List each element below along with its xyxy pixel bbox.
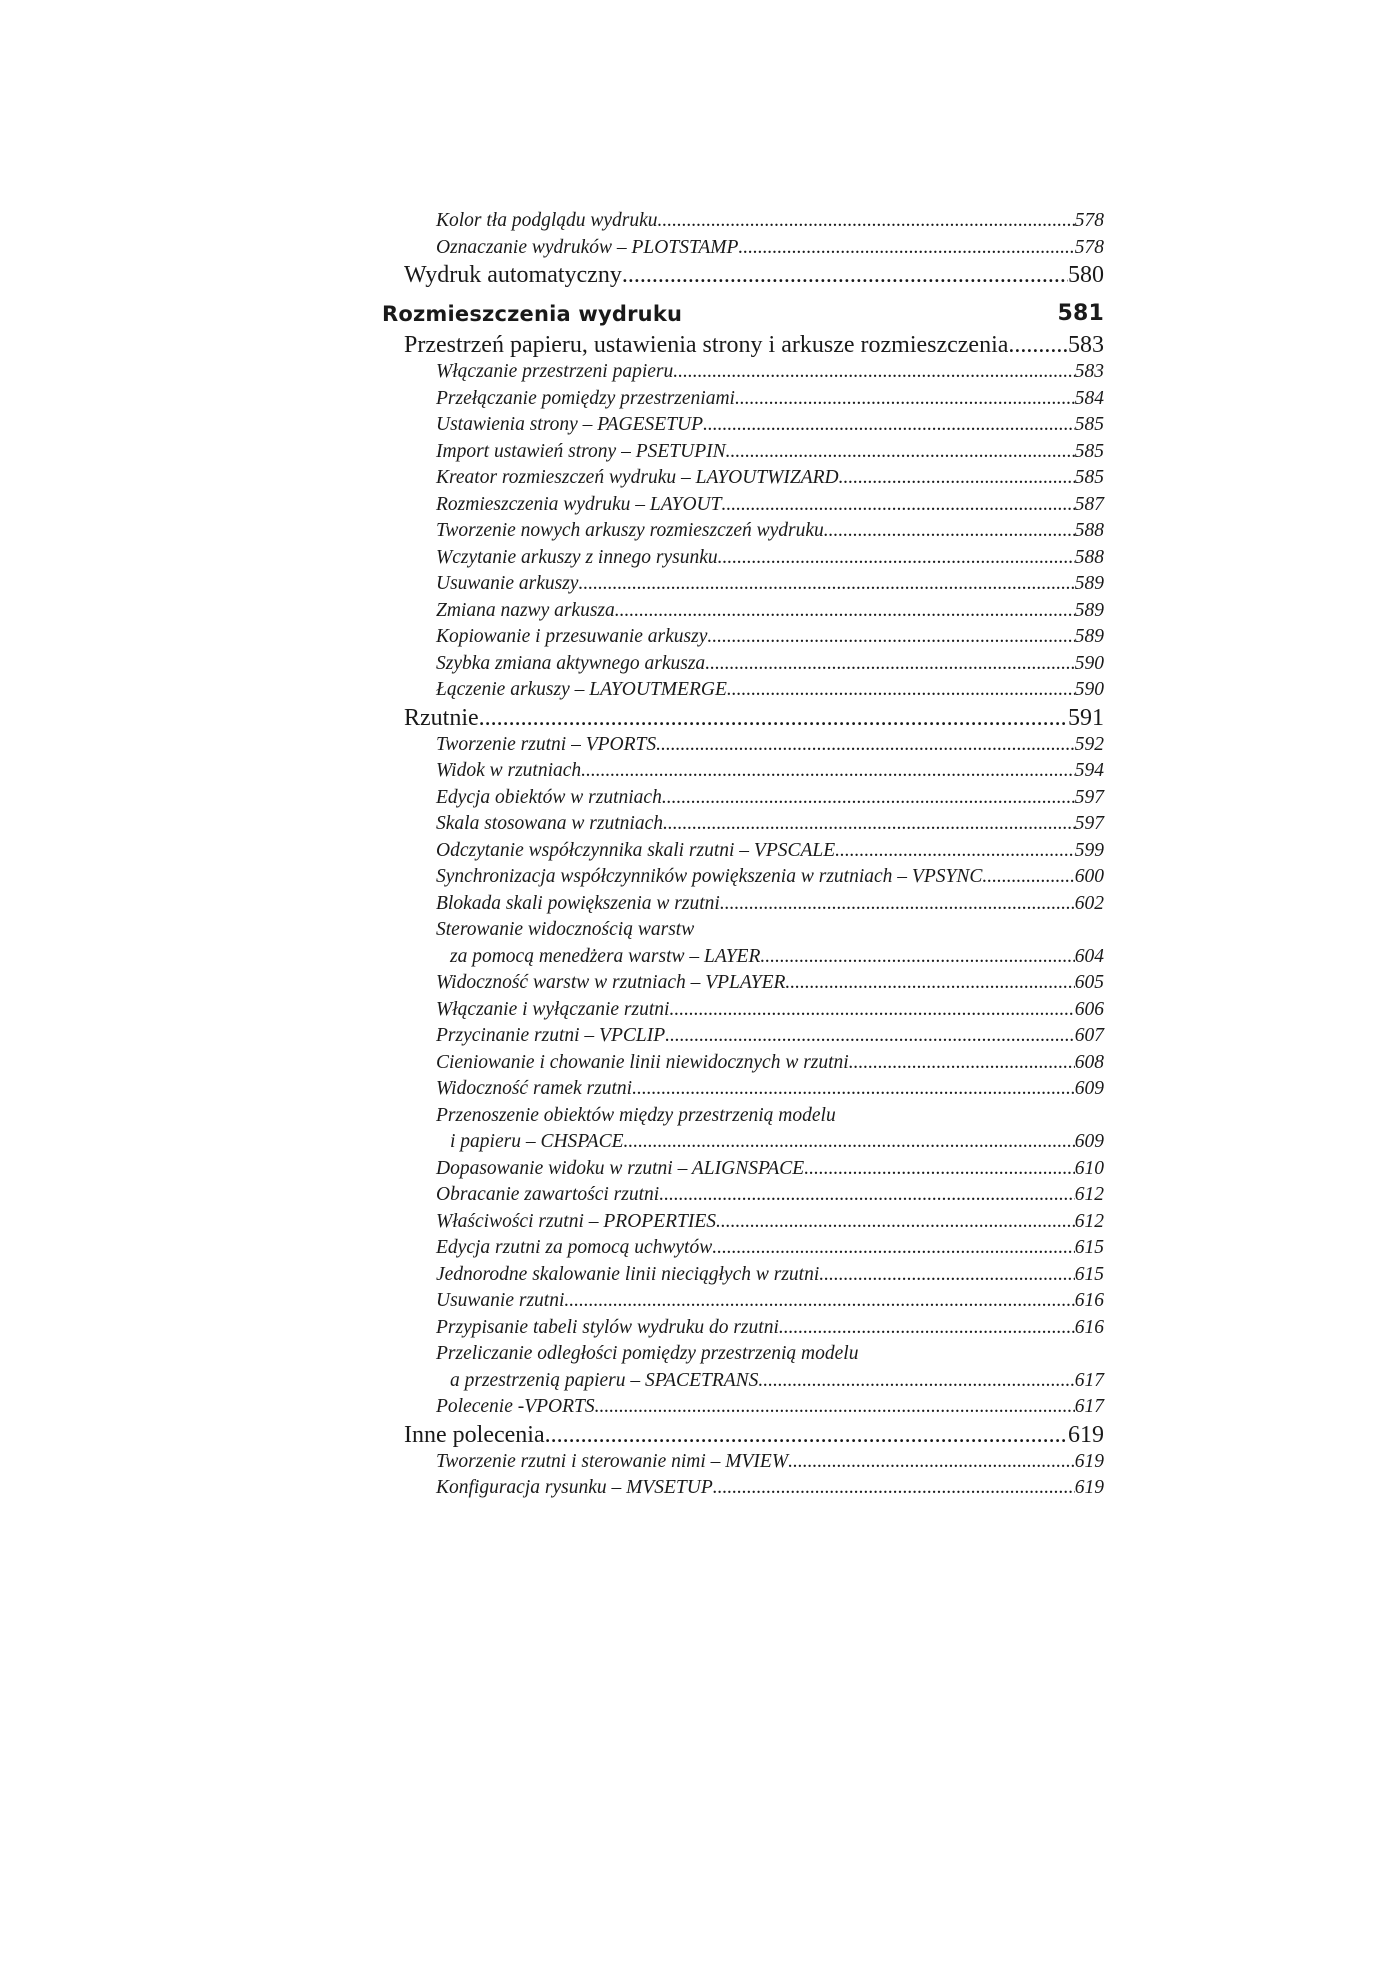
dot-leader (479, 704, 1068, 732)
entry-title: Tworzenie rzutni – VPORTS (436, 733, 657, 755)
chapter-heading (382, 299, 1104, 329)
entry-page-number: 606 (1074, 998, 1104, 1020)
entry-title: Rzutnie (404, 704, 479, 731)
toc-entry-continued (404, 1341, 1104, 1368)
entry-title: Blokada skali powiększenia w rzutni (436, 892, 720, 914)
entry-page-number: 599 (1074, 839, 1104, 861)
toc-subsection-entry (404, 944, 1104, 971)
entry-title: Kolor tła podglądu wydruku (436, 210, 658, 231)
entry-title: za pomocą menedżera warstw – LAYER (450, 945, 761, 967)
entry-title: Sterowanie widocznością warstw (436, 919, 695, 940)
entry-page-number: 600 (1074, 866, 1104, 887)
entry-title: Włączanie przestrzeni papieru (436, 361, 674, 382)
entry-page-number: 607 (1074, 1025, 1104, 1046)
entry-page-number: 584 (1074, 387, 1104, 409)
entry-page-number: 608 (1074, 1051, 1104, 1073)
entry-page-number: 580 (1068, 262, 1104, 288)
dot-leader (662, 785, 1075, 812)
dot-leader (839, 465, 1075, 492)
entry-page-number: 617 (1074, 1396, 1104, 1417)
dot-leader (545, 1421, 1068, 1449)
dot-leader (760, 944, 1074, 971)
toc-subsection-entry (404, 758, 1104, 785)
entry-page-number: 588 (1074, 520, 1104, 541)
dot-leader (804, 1156, 1075, 1183)
entry-title: Usuwanie rzutni (436, 1290, 565, 1311)
entry-page-number: 585 (1074, 467, 1104, 488)
entry-title: Dopasowanie widoku w rzutni – ALIGNSPACE (436, 1157, 805, 1179)
toc-subsection-entry (404, 1235, 1104, 1262)
dot-leader (779, 1315, 1075, 1342)
toc-subsection-entry (404, 412, 1104, 439)
dot-leader (665, 1023, 1075, 1050)
dot-leader (564, 1288, 1074, 1315)
entry-title: Tworzenie nowych arkuszy rozmieszczeń wydruku (436, 520, 824, 541)
entry-page-number: 615 (1074, 1237, 1104, 1258)
entry-page-number: 597 (1074, 813, 1104, 834)
dot-leader (824, 518, 1075, 545)
entry-title: Zmiana nazwy arkusza (436, 599, 615, 621)
dot-leader (721, 492, 1074, 519)
toc-subsection-entry (404, 1023, 1104, 1050)
toc-section-entry (404, 1421, 1104, 1449)
entry-page-number: 602 (1074, 892, 1104, 914)
dot-leader (758, 1368, 1074, 1395)
entry-page-number: 610 (1074, 1157, 1104, 1179)
entry-title: Przełączanie pomiędzy przestrzeniami (436, 387, 735, 409)
entry-page-number: 588 (1074, 546, 1104, 568)
dot-leader (788, 1449, 1075, 1476)
entry-page-number: 592 (1074, 733, 1104, 755)
toc-subsection-entry (404, 359, 1104, 386)
dot-leader (663, 811, 1075, 838)
toc-subsection-entry (404, 439, 1104, 466)
entry-title: a przestrzenią papieru – SPACETRANS (450, 1369, 759, 1391)
entry-title: Usuwanie arkuszy (436, 573, 579, 594)
entry-page-number: 578 (1074, 236, 1104, 258)
entry-page-number: 583 (1068, 332, 1104, 358)
entry-title: Kreator rozmieszczeń wydruku – LAYOUTWIZARD (436, 467, 839, 488)
entry-page-number: 585 (1074, 440, 1104, 462)
toc-subsection-entry (404, 492, 1104, 519)
dot-leader (615, 598, 1075, 625)
entry-title: Oznaczanie wydruków – PLOTSTAMP (436, 236, 739, 258)
entry-title: Odczytanie współczynnika skali rzutni – VPSCALE (436, 839, 836, 861)
entry-page-number: 616 (1074, 1316, 1104, 1338)
entry-page-number: 589 (1074, 599, 1104, 621)
entry-title: Edycja rzutni za pomocą uchwytów (436, 1237, 713, 1258)
dot-leader (849, 1050, 1075, 1077)
entry-page-number: 612 (1074, 1184, 1104, 1205)
entry-title: Widok w rzutniach (436, 760, 582, 781)
toc-subsection-entry (404, 208, 1104, 235)
toc-subsection-entry (404, 598, 1104, 625)
toc-subsection-entry (404, 811, 1104, 838)
dot-leader (720, 891, 1075, 918)
dot-leader (622, 261, 1068, 289)
toc-section-entry (404, 704, 1104, 732)
toc-subsection-entry (404, 1368, 1104, 1395)
entry-page-number: 583 (1074, 361, 1104, 382)
dot-leader (658, 208, 1075, 235)
entry-title: Rozmieszczenia wydruku – LAYOUT (436, 493, 722, 515)
toc-subsection-entry (404, 1076, 1104, 1103)
dot-leader (659, 1182, 1075, 1209)
entry-page-number: 594 (1074, 760, 1104, 781)
dot-leader (669, 997, 1074, 1024)
toc-section-entry (404, 331, 1104, 359)
entry-title: Wydruk automatyczny (404, 262, 622, 288)
toc-subsection-entry (404, 970, 1104, 997)
entry-page-number: 590 (1074, 652, 1104, 674)
entry-page-number: 590 (1074, 679, 1104, 700)
entry-page-number: 589 (1074, 626, 1104, 647)
entry-title: Tworzenie rzutni i sterowanie nimi – MVIEW (436, 1450, 789, 1472)
dot-leader (716, 1209, 1075, 1236)
entry-title: Przeliczanie odległości pomiędzy przestrzenią modelu (436, 1343, 859, 1364)
table-of-contents (382, 208, 1104, 1502)
dot-leader (727, 677, 1075, 704)
entry-page-number: 616 (1074, 1290, 1104, 1311)
entry-page-number: 619 (1074, 1450, 1104, 1472)
entry-page-number: 587 (1074, 493, 1104, 515)
entry-title: Jednorodne skalowanie linii nieciągłych w rzutni (436, 1263, 820, 1285)
toc-subsection-entry (404, 651, 1104, 678)
dot-leader (1008, 331, 1068, 359)
entry-page-number: 612 (1074, 1210, 1104, 1232)
dot-leader (595, 1394, 1075, 1421)
dot-leader (712, 1235, 1075, 1262)
toc-subsection-entry (404, 545, 1104, 572)
toc-subsection-entry (404, 235, 1104, 262)
entry-title: Łączenie arkuszy – LAYOUTMERGE (436, 679, 727, 700)
toc-subsection-entry (404, 838, 1104, 865)
toc-subsection-entry (404, 1129, 1104, 1156)
entry-title: Inne polecenia (404, 1421, 545, 1448)
toc-subsection-entry (404, 624, 1104, 651)
entry-title: Kopiowanie i przesuwanie arkuszy (436, 626, 708, 647)
toc-subsection-entry (404, 864, 1104, 891)
entry-title: Szybka zmiana aktywnego arkusza (436, 652, 706, 674)
toc-entry-continued (404, 917, 1104, 944)
dot-leader (835, 838, 1075, 865)
dot-leader (735, 386, 1075, 413)
toc-subsection-entry (404, 571, 1104, 598)
entry-page-number: 578 (1074, 210, 1104, 231)
toc-subsection-entry (404, 386, 1104, 413)
entry-page-number: 604 (1074, 945, 1104, 967)
toc-subsection-entry (404, 891, 1104, 918)
entry-page-number: 591 (1068, 704, 1104, 731)
entry-title: Synchronizacja współczynników powiększenia w rzutniach – VPSYNC (436, 866, 983, 887)
dot-leader (738, 235, 1074, 262)
dot-leader (581, 758, 1075, 785)
toc-subsection-entry (404, 677, 1104, 704)
dot-leader (703, 412, 1075, 439)
entry-title: Edycja obiektów w rzutniach (436, 786, 662, 808)
entry-page-number: 589 (1074, 573, 1104, 594)
entry-title: Widoczność ramek rzutni (436, 1078, 633, 1099)
entry-title: Przypisanie tabeli stylów wydruku do rzutni (436, 1316, 779, 1338)
entry-page-number: 605 (1074, 972, 1104, 993)
chapter-title: Rozmieszczenia wydruku (382, 302, 683, 326)
entry-page-number: 619 (1074, 1477, 1104, 1498)
dot-leader (726, 439, 1075, 466)
dot-leader (624, 1129, 1075, 1156)
dot-leader (673, 359, 1075, 386)
toc-subsection-entry (404, 1262, 1104, 1289)
toc-subsection-entry (404, 785, 1104, 812)
entry-title: Konfiguracja rysunku – MVSETUP (436, 1477, 713, 1498)
entry-page-number: 619 (1068, 1421, 1104, 1448)
entry-title: Import ustawień strony – PSETUPIN (436, 440, 726, 462)
entry-page-number: 609 (1074, 1078, 1104, 1099)
entry-title: Skala stosowana w rzutniach (436, 813, 663, 834)
entry-page-number: 585 (1074, 414, 1104, 435)
dot-leader (718, 545, 1075, 572)
toc-subsection-entry (404, 1209, 1104, 1236)
dot-leader (705, 651, 1075, 678)
entry-title: Wczytanie arkuszy z innego rysunku (436, 546, 718, 568)
dot-leader (982, 864, 1074, 891)
entry-title: Przestrzeń papieru, ustawienia strony i arkusze rozmieszczenia (404, 332, 1009, 358)
toc-subsection-entry (404, 1156, 1104, 1183)
toc-subsection-entry (404, 1288, 1104, 1315)
entry-title: Ustawienia strony – PAGESETUP (436, 414, 704, 435)
entry-title: Widoczność warstw w rzutniach – VPLAYER (436, 972, 786, 993)
dot-leader (819, 1262, 1074, 1289)
toc-subsection-entry (404, 997, 1104, 1024)
entry-title: Polecenie -VPORTS (436, 1396, 595, 1417)
toc-subsection-entry (404, 1475, 1104, 1502)
dot-leader (578, 571, 1074, 598)
toc-subsection-entry (404, 1182, 1104, 1209)
entry-page-number: 617 (1074, 1369, 1104, 1391)
dot-leader (656, 732, 1075, 759)
entry-page-number: 609 (1074, 1131, 1104, 1152)
entry-title: Przenoszenie obiektów między przestrzenią modelu (436, 1104, 836, 1126)
entry-title: Cieniowanie i chowanie linii niewidocznych w rzutni (436, 1051, 849, 1073)
entry-title: Właściwości rzutni – PROPERTIES (436, 1210, 717, 1232)
dot-leader (713, 1475, 1075, 1502)
chapter-page-number: 581 (1057, 301, 1104, 326)
toc-subsection-entry (404, 1449, 1104, 1476)
toc-subsection-entry (404, 1394, 1104, 1421)
dot-leader (707, 624, 1074, 651)
entry-page-number: 615 (1074, 1263, 1104, 1285)
toc-subsection-entry (404, 1050, 1104, 1077)
entry-page-number: 597 (1074, 786, 1104, 808)
toc-section-entry (404, 261, 1104, 289)
toc-subsection-entry (404, 1315, 1104, 1342)
entry-title: Obracanie zawartości rzutni (436, 1184, 660, 1205)
toc-subsection-entry (404, 518, 1104, 545)
entry-title: i papieru – CHSPACE (450, 1131, 624, 1152)
toc-subsection-entry (404, 732, 1104, 759)
entry-title: Przycinanie rzutni – VPCLIP (436, 1025, 666, 1046)
toc-subsection-entry (404, 465, 1104, 492)
dot-leader (785, 970, 1074, 997)
toc-entry-continued (404, 1103, 1104, 1130)
entry-title: Włączanie i wyłączanie rzutni (436, 998, 670, 1020)
dot-leader (632, 1076, 1075, 1103)
